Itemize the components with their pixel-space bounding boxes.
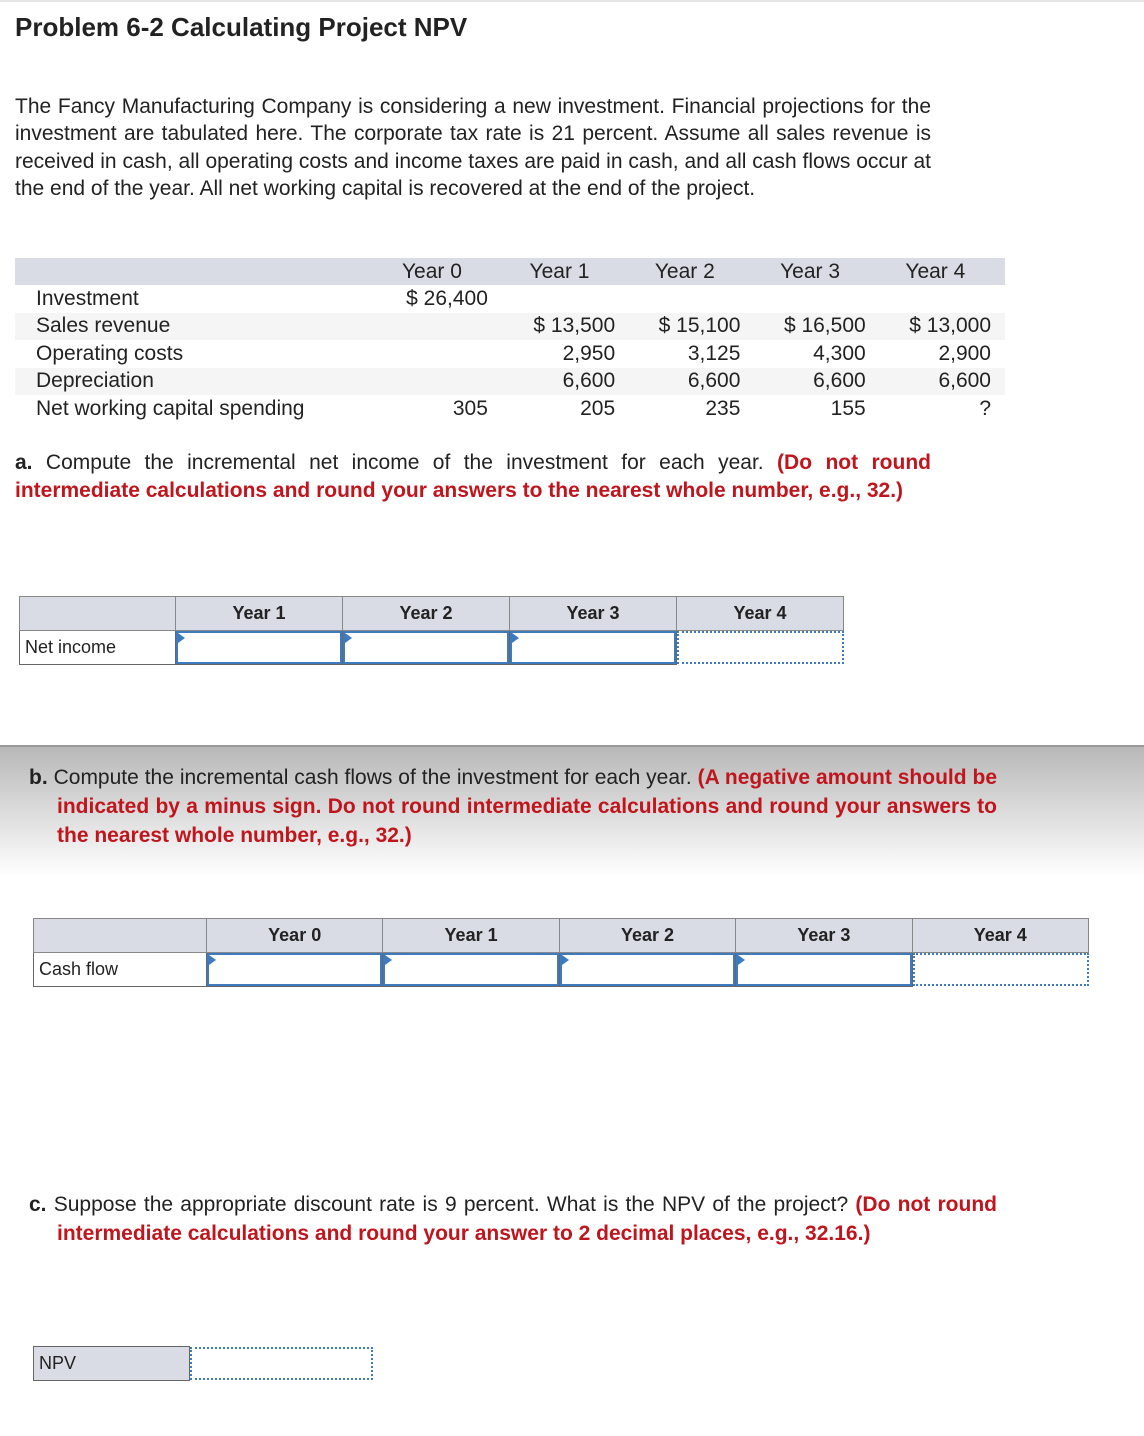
row-label-net-income: Net income	[20, 631, 176, 665]
net-income-year-1-input[interactable]	[176, 631, 342, 664]
page-title: Problem 6-2 Calculating Project NPV	[15, 12, 468, 42]
part-a-question	[15, 449, 931, 505]
cell-year-4: 2,900	[938, 341, 991, 365]
cell-year-2: $ 15,100	[658, 314, 741, 338]
header-year-2: Year 2	[654, 259, 715, 283]
row-label: Investment	[36, 287, 139, 311]
header-year-0: Year 0	[401, 259, 462, 283]
part-c-text: Suppose the appropriate discount rate is 9 percent. What is the NPV of the project?	[53, 1193, 849, 1216]
row-label: Net working capital spending	[36, 396, 305, 420]
part-b-note: (A negative amount should be indicated by a minus sign. Do not round intermediate calculations and round your answers to the nearest whole number, e.g., 32.)	[57, 766, 997, 847]
header-year-1: Year 1	[176, 597, 343, 631]
net-income-year-4-input[interactable]	[677, 631, 844, 664]
fin-row-nwc-spending	[15, 395, 1005, 422]
cell-year-1	[504, 285, 629, 312]
cell-year-3: 4,300	[813, 341, 866, 365]
row-label-npv: NPV	[34, 1347, 190, 1381]
fin-row-operating-costs	[15, 340, 1005, 367]
header-year-3: Year 3	[510, 597, 677, 631]
cell-year-3: 6,600	[813, 369, 866, 393]
row-label: Operating costs	[36, 341, 184, 365]
cell-year-4: ?	[979, 396, 991, 420]
part-b-letter: b.	[29, 766, 48, 789]
npv-input[interactable]	[190, 1347, 373, 1380]
net-income-table	[19, 596, 844, 665]
cell-year-3: 155	[830, 396, 866, 420]
cell-year-4: 6,600	[938, 369, 991, 393]
fin-row-depreciation	[15, 368, 1005, 395]
header-year-1: Year 1	[383, 919, 559, 953]
header-year-4: Year 4	[905, 259, 966, 283]
header-year-3: Year 3	[736, 919, 912, 953]
header-year-2: Year 2	[559, 919, 735, 953]
header-blank	[20, 597, 176, 631]
header-year-2: Year 2	[343, 597, 510, 631]
header-year-4: Year 4	[912, 919, 1088, 953]
cell-year-3	[754, 285, 879, 312]
cash-flow-year-2-input[interactable]	[560, 953, 735, 986]
part-a-letter: a.	[15, 451, 33, 474]
cell-year-4: $ 13,000	[909, 314, 991, 338]
header-year-4: Year 4	[677, 597, 844, 631]
cell-year-0	[376, 340, 504, 367]
row-label: Depreciation	[36, 369, 154, 393]
financial-projections-table	[15, 258, 1005, 422]
cell-year-2	[629, 285, 754, 312]
header-blank	[15, 258, 376, 285]
cell-year-3: $ 16,500	[783, 314, 866, 338]
header-year-3: Year 3	[780, 259, 841, 283]
fin-row-sales-revenue	[15, 313, 1005, 340]
cell-year-1: 2,950	[562, 341, 616, 365]
part-c-letter: c.	[29, 1193, 47, 1216]
header-year-1: Year 1	[529, 259, 590, 283]
net-income-year-3-input[interactable]	[510, 631, 676, 664]
net-income-year-2-input[interactable]	[343, 631, 509, 664]
cash-flow-table	[33, 918, 1089, 987]
part-c-question	[29, 1190, 997, 1248]
top-border	[0, 0, 1144, 2]
part-b-question	[29, 763, 997, 850]
cell-year-1: $ 13,500	[533, 314, 616, 338]
cash-flow-year-4-input[interactable]	[913, 953, 1089, 986]
part-c-note: (Do not round intermediate calculations and round your answer to 2 decimal places, e.g., 32.16.)	[57, 1193, 997, 1245]
table-header-row	[15, 258, 1005, 285]
cell-year-0	[376, 313, 504, 340]
cash-flow-year-1-input[interactable]	[383, 953, 558, 986]
cell-year-0: 305	[452, 396, 488, 420]
cell-year-1: 205	[580, 396, 616, 420]
header-year-0: Year 0	[207, 919, 383, 953]
cell-year-2: 235	[705, 396, 741, 420]
row-label: Sales revenue	[36, 314, 171, 338]
header-blank	[34, 919, 207, 953]
problem-intro: The Fancy Manufacturing Company is considering a new investment. Financial projections for the investment are tabulated here. The corporate tax rate is 21 percent. Assume all sales revenue is received in cash, all operating costs and income taxes are paid in cash, and all cash flows occur at the end of the year. All net working capital is recovered at the end of the project.	[15, 95, 931, 201]
row-label-cash-flow: Cash flow	[34, 953, 207, 987]
cash-flow-year-3-input[interactable]	[736, 953, 911, 986]
cell-year-0	[376, 368, 504, 395]
cell-year-2: 3,125	[687, 341, 741, 365]
cell-year-1: 6,600	[562, 369, 616, 393]
part-a-text: Compute the incremental net income of the investment for each year.	[45, 451, 764, 474]
part-a-note: (Do not round intermediate calculations and round your answers to the nearest whole number, e.g., 32.)	[15, 451, 931, 502]
fin-row-investment	[15, 285, 1005, 312]
npv-table	[33, 1346, 373, 1381]
cash-flow-year-0-input[interactable]	[207, 953, 382, 986]
cell-year-0: $ 26,400	[406, 287, 488, 311]
part-b-text: Compute the incremental cash flows of the investment for each year.	[53, 766, 692, 789]
cell-year-2: 6,600	[687, 369, 741, 393]
cell-year-4	[880, 285, 1005, 312]
